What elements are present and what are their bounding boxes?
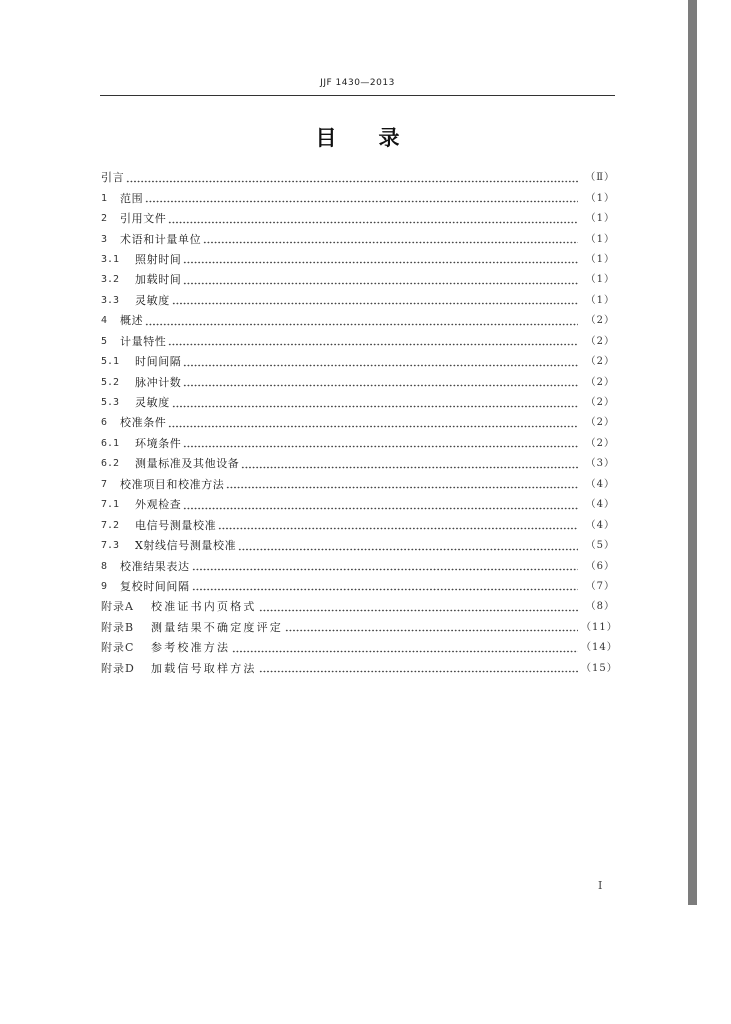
toc-dot-leader [183,384,578,387]
toc-dot-leader [226,486,578,489]
toc-entry-page: （5） [585,540,615,552]
toc-entry[interactable] [101,229,615,249]
toc-entry-page: （4） [585,519,615,531]
toc-entry-label: 加载信号取样方法 [151,661,257,675]
toc-entry-number: 8 [101,560,108,572]
toc-dot-leader [145,200,578,203]
toc-entry-label: 电信号测量校准 [135,518,217,532]
toc-entry[interactable] [101,413,615,433]
toc-entry[interactable] [101,372,615,392]
toc-entry-label: 校准证书内页格式 [151,600,257,614]
toc-dot-leader [126,180,578,183]
toc-dot-leader [183,261,578,264]
toc-entry[interactable] [101,475,615,495]
toc-entry-page: （1） [585,233,615,245]
toc-dot-leader [145,323,578,326]
toc-entry[interactable] [101,270,615,290]
toc-entry-number: 附录A [101,600,134,614]
toc-entry[interactable] [101,352,615,372]
toc-entry[interactable] [101,556,615,576]
toc-entry-page: （2） [585,376,615,388]
toc-entry-page: （1） [585,274,615,286]
toc-entry[interactable] [101,577,615,597]
toc-dot-leader [285,629,578,632]
toc-dot-leader [259,609,578,612]
toc-entry-page: （6） [585,560,615,572]
toc-dot-leader [168,221,578,224]
toc-entry-page: （2） [585,417,615,429]
toc-dot-leader [168,425,578,428]
toc-entry-page: （8） [585,601,615,613]
toc-dot-leader [192,588,578,591]
toc-entry-page: （4） [585,478,615,490]
page-title: 目录 [315,126,442,150]
toc-entry-page: （2） [585,397,615,409]
header-rule [100,95,615,96]
toc-entry[interactable] [101,291,615,311]
toc-entry-label: 灵敏度 [135,293,170,307]
toc-entry-label: 校准条件 [120,416,167,430]
toc-dot-leader [238,548,578,551]
toc-entry-number: 7.1 [101,499,120,511]
toc-entry[interactable] [101,536,615,556]
toc-entry-page: （Ⅱ） [585,172,615,184]
toc-entry[interactable] [101,393,615,413]
toc-entry-label: 环境条件 [135,436,182,450]
toc-entry-label: 引用文件 [120,212,167,226]
toc-dot-leader [203,241,578,244]
toc-entry-page: （2） [585,437,615,449]
toc-entry-label: 校准结果表达 [120,559,190,573]
toc-entry-number: 9 [101,580,108,592]
toc-dot-leader [218,527,578,530]
toc-entry-page: （1） [585,192,615,204]
toc-entry-number: 7.3 [101,540,120,552]
toc-entry-number: 3.2 [101,274,120,286]
toc-dot-leader [183,445,578,448]
toc-dot-leader [192,568,578,571]
toc-entry-number: 5 [101,335,108,347]
toc-entry-label: 复校时间间隔 [120,579,190,593]
toc-entry-number: 7 [101,478,108,490]
toc-entry-label: 外观检查 [135,498,182,512]
toc-entry-page: （1） [585,213,615,225]
toc-entry-number: 5.1 [101,356,120,368]
table-of-contents [101,168,618,679]
toc-entry-number: 4 [101,315,108,327]
toc-entry-number: 7.2 [101,519,120,531]
toc-entry-number: 2 [101,213,108,225]
toc-dot-leader [183,507,578,510]
toc-entry-page: （7） [585,580,615,592]
page-number: I [598,879,603,892]
toc-entry-number: 附录D [101,661,135,675]
toc-dot-leader [168,343,578,346]
toc-entry-number: 3.3 [101,294,120,306]
toc-entry-page: （1） [585,253,615,265]
toc-entry[interactable] [101,188,615,208]
toc-entry[interactable] [101,454,615,474]
toc-entry-label: 概述 [120,314,144,328]
toc-entry-page: （2） [585,315,615,327]
toc-dot-leader [241,466,578,469]
toc-entry-label: X射线信号测量校准 [135,539,237,553]
toc-entry-number: 5.2 [101,376,120,388]
toc-entry-number: 5.3 [101,397,120,409]
toc-entry-label: 时间间隔 [135,355,182,369]
toc-entry-number: 附录C [101,641,135,655]
toc-entry[interactable] [101,209,615,229]
running-header: JJF 1430—2013 [320,78,395,88]
toc-entry-label: 测量结果不确定度评定 [151,620,283,634]
toc-entry-number: 6.1 [101,437,120,449]
toc-dot-leader [172,302,578,305]
toc-entry[interactable] [101,495,615,515]
toc-entry[interactable] [101,638,618,658]
toc-entry-label: 引言 [101,171,125,185]
toc-entry-page: （4） [585,499,615,511]
toc-dot-leader [259,670,578,673]
toc-dot-leader [183,364,578,367]
toc-entry-number: 1 [101,192,108,204]
toc-entry[interactable] [101,311,615,331]
toc-entry-page: （2） [585,356,615,368]
toc-entry[interactable] [101,250,615,270]
toc-entry-page: （2） [585,335,615,347]
toc-entry[interactable] [101,618,618,638]
toc-entry-label: 术语和计量单位 [120,232,202,246]
toc-entry-label: 校准项目和校准方法 [120,477,225,491]
toc-entry-number: 6 [101,417,108,429]
toc-entry-page: （15） [581,662,618,674]
toc-entry-label: 照射时间 [135,252,182,266]
toc-entry-label: 灵敏度 [135,396,170,410]
toc-entry[interactable] [101,597,615,617]
toc-entry-number: 3.1 [101,253,120,265]
toc-dot-leader [183,282,578,285]
toc-entry[interactable] [101,332,615,352]
toc-entry-label: 测量标准及其他设备 [135,457,240,471]
toc-entry-number: 附录B [101,620,135,634]
toc-entry-number: 6.2 [101,458,120,470]
toc-entry-label: 参考校准方法 [151,641,231,655]
toc-entry[interactable] [101,659,618,679]
toc-entry[interactable] [101,434,615,454]
toc-dot-leader [232,650,578,653]
toc-entry-page: （11） [581,621,618,633]
toc-entry-label: 范围 [120,191,144,205]
toc-entry-page: （1） [585,294,615,306]
toc-dot-leader [172,405,578,408]
toc-entry-page: （14） [581,642,618,654]
toc-entry-page: （3） [585,458,615,470]
toc-entry-label: 计量特性 [120,334,167,348]
toc-entry-label: 加载时间 [135,273,182,287]
toc-entry-number: 3 [101,233,108,245]
toc-entry-label: 脉冲计数 [135,375,182,389]
toc-entry[interactable] [101,168,615,188]
toc-entry[interactable] [101,515,615,535]
